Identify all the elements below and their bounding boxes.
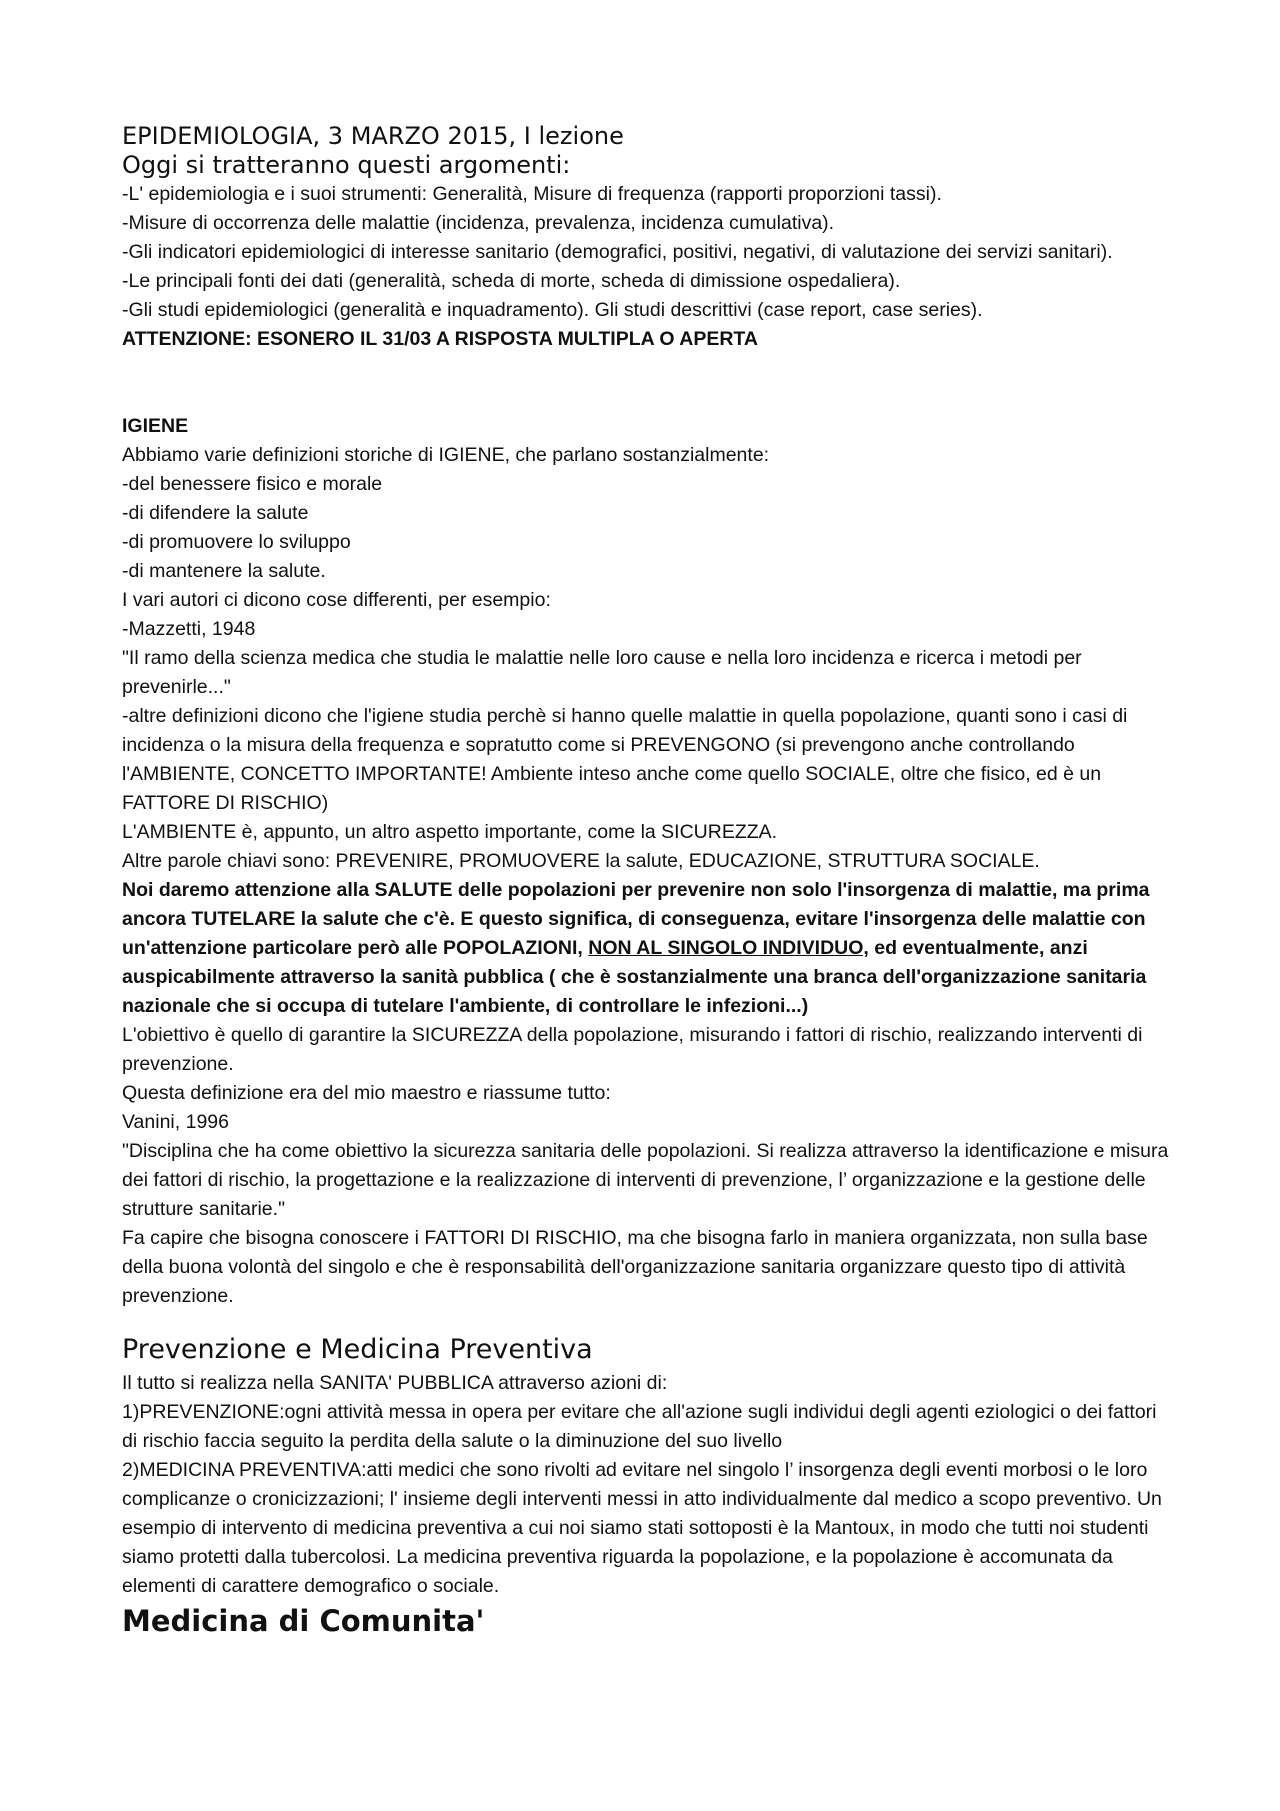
keywords-paragraph: Altre parole chiavi sono: PREVENIRE, PROMUOVERE la salute, EDUCAZIONE, STRUTTURA SOCIALE. [122,850,1040,872]
topic-item: -Gli studi epidemiologici (generalità e inquadramento). Gli studi descrittivi (case report, case series). [122,299,983,321]
document-title: EPIDEMIOLOGIA, 3 MARZO 2015, I lezione [122,122,624,150]
section-heading-igiene: IGIENE [122,415,189,437]
section-heading-prevenzione: Prevenzione e Medicina Preventiva [122,1334,593,1365]
igiene-point: -del benessere fisico e morale [122,473,383,495]
mazzetti-reference: -Mazzetti, 1948 [122,618,256,640]
section-heading-comunita: Medicina di Comunita' [122,1604,485,1638]
prevenzione-item: 1)PREVENZIONE:ogni attività messa in opera per evitare che all'azione sugli individui degli agenti eziologici o dei fattori di rischio faccia seguito la perdita della salute o la diminuzione del suo livello [122,1401,1157,1452]
maestro-paragraph: Questa definizione era del mio maestro e riassume tutto: [122,1082,611,1104]
document-subtitle: Oggi si tratteranno questi argomenti: [122,151,571,179]
vanini-reference: Vanini, 1996 [122,1111,229,1133]
igiene-point: -di mantenere la salute. [122,560,326,582]
medicina-preventiva-item: 2)MEDICINA PREVENTIVA:atti medici che sono rivolti ad evitare nel singolo l’ insorgenza degli eventi morbosi o le loro complicanze o cronicizzazioni; l' insieme degli interventi messi in atto individualmente dal medico a scopo preventivo. Un esempio di intervento di medicina preventiva a cui noi siamo stati sottoposti è la Mantoux, in modo che tutti noi studenti siamo protetti dalla tubercolosi. La medicina preventiva riguarda la popolazione, e la popolazione è accomunata da elementi di carattere demografico o sociale. [122,1459,1162,1597]
bold-text-part2: ed eventualmente, anzi auspicabilmente attraverso la sanità pubblica ( che è sostanzialmente una branca dell'organizzazione sanitaria nazionale che si occupa di tutelare l'ambiente, di controllare le infezioni...) [122,937,1147,1017]
vanini-quote: "Disciplina che ha come obiettivo la sicurezza sanitaria delle popolazioni. Si realizza attraverso la identificazione e misura dei fattori di rischio, la progettazione e la realizzazione di interventi di prevenzione, l’ organizzazione e la gestione delle strutture sanitarie." [122,1140,1169,1220]
bold-paragraph [122,876,1170,1021]
conclusion-paragraph: Fa capire che bisogna conoscere i FATTORI DI RISCHIO, ma che bisogna farlo in maniera organizzata, non sulla base della buona volontà del singolo e che è responsabilità dell'organizzazione sanitaria organizzare questo tipo di attività prevenzione. [122,1227,1148,1307]
mazzetti-quote: "Il ramo della scienza medica che studia le malattie nelle loro cause e nella loro incidenza e ricerca i metodi per prevenirle..." [122,647,1082,698]
exam-notice: ATTENZIONE: ESONERO IL 31/03 A RISPOSTA MULTIPLA O APERTA [122,328,758,350]
ambiente-paragraph: L'AMBIENTE è, appunto, un altro aspetto importante, come la SICUREZZA. [122,821,778,843]
underlined-text: NON AL SINGOLO INDIVIDUO, [588,937,869,959]
igiene-intro: Abbiamo varie definizioni storiche di IGIENE, che parlano sostanzialmente: [122,444,770,466]
igiene-point: -di promuovere lo sviluppo [122,531,351,553]
topic-item: -L' epidemiologia e i suoi strumenti: Generalità, Misure di frequenza (rapporti proporzioni tassi). [122,183,942,205]
objective-paragraph: L'obiettivo è quello di garantire la SICUREZZA della popolazione, misurando i fattori di rischio, realizzando interventi di prevenzione. [122,1024,1143,1075]
topic-item: -Misure di occorrenza delle malattie (incidenza, prevalenza, incidenza cumulativa). [122,212,835,234]
authors-intro: I vari autori ci dicono cose differenti, per esempio: [122,589,551,611]
spacer [122,354,1170,412]
topic-item: -Le principali fonti dei dati (generalità, scheda di morte, scheda di dimissione ospedaliera). [122,270,901,292]
prevenzione-intro: Il tutto si realizza nella SANITA' PUBBLICA attraverso azioni di: [122,1372,668,1394]
bold-text-part1: Noi daremo attenzione alla SALUTE delle popolazioni per prevenire non solo l'insorgenza di malattie, ma prima ancora TUTELARE la salute che c'è. E questo significa, di conseguenza, evitare l'insorgenza delle malattie con un'attenzione particolare però alle POPOLAZIONI, [122,879,1150,959]
other-definitions: -altre definizioni dicono che l'igiene studia perchè si hanno quelle malattie in quella popolazione, quanti sono i casi di incidenza o la misura della frequenza e sopratutto come si PREVENGONO (si prevengono anche controllando l'AMBIENTE, CONCETTO IMPORTANTE! Ambiente inteso anche come quello SOCIALE, oltre che fisico, ed è un FATTORE DI RISCHIO) [122,705,1128,814]
igiene-point: -di difendere la salute [122,502,309,524]
topic-item: -Gli indicatori epidemiologici di interesse sanitario (demografici, positivi, negativi, di valutazione dei servizi sanitari). [122,241,1113,263]
